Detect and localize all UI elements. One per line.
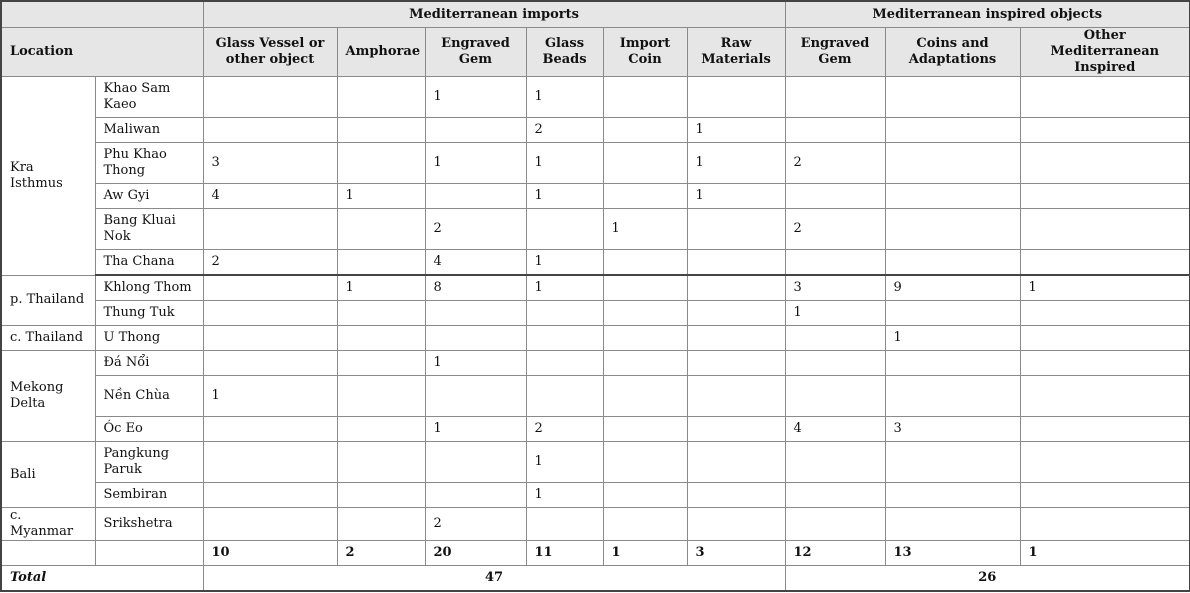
table-row [1,417,1190,442]
value-cell [687,483,785,508]
value-cell [785,77,885,118]
value-cell: 1 [526,275,603,301]
value-cell: 1 [785,301,885,326]
value-cell [785,118,885,143]
site-cell: Maliwan [95,118,203,143]
value-cell: 1 [526,483,603,508]
value-cell [337,351,425,376]
column-sums-row [1,541,1190,566]
sum-cell: 13 [885,541,1020,566]
value-cell [425,376,526,417]
value-cell [203,77,337,118]
region-cell: c. Thailand [1,326,95,351]
value-cell: 1 [425,77,526,118]
sum-cell: 20 [425,541,526,566]
value-cell [687,508,785,541]
value-cell [687,417,785,442]
value-cell [1020,376,1190,417]
total-row [1,566,1190,592]
value-cell: 1 [337,184,425,209]
value-cell [785,250,885,276]
site-cell: Sembiran [95,483,203,508]
value-cell [1020,301,1190,326]
value-cell [203,326,337,351]
value-cell [885,508,1020,541]
value-cell [687,376,785,417]
value-cell [603,351,687,376]
value-cell: 1 [425,417,526,442]
value-cell [603,376,687,417]
value-cell [1020,417,1190,442]
value-cell [603,508,687,541]
value-cell: 1 [526,442,603,483]
site-cell: Srikshetra [95,508,203,541]
value-cell [337,442,425,483]
table-row [1,301,1190,326]
value-cell [425,483,526,508]
value-cell [337,301,425,326]
site-cell: Óc Eo [95,417,203,442]
value-cell [526,376,603,417]
value-cell [203,442,337,483]
value-cell: 1 [687,184,785,209]
value-cell [203,275,337,301]
table-row [1,209,1190,250]
value-cell: 1 [526,143,603,184]
value-cell [1020,351,1190,376]
value-cell [885,209,1020,250]
value-cell [1020,184,1190,209]
table-row [1,184,1190,209]
value-cell [425,184,526,209]
column-header-amphorae: Amphorae [337,28,425,77]
site-cell: Phu Khao Thong [95,143,203,184]
value-cell [1020,483,1190,508]
region-cell: Mekong Delta [1,351,95,442]
value-cell [687,442,785,483]
value-cell [203,508,337,541]
table-row [1,118,1190,143]
column-header-location: Location [1,28,203,77]
value-cell: 4 [785,417,885,442]
table-row [1,326,1190,351]
sum-cell: 1 [1020,541,1190,566]
column-header-other-inspired: Other Mediterranean Inspired [1020,28,1190,77]
value-cell [785,376,885,417]
value-cell [885,483,1020,508]
value-cell [603,250,687,276]
value-cell [785,326,885,351]
value-cell: 2 [425,508,526,541]
value-cell [603,184,687,209]
value-cell [603,483,687,508]
value-cell [885,351,1020,376]
table-row [1,351,1190,376]
value-cell [425,326,526,351]
column-header-inspired-engraved-gem: Engraved Gem [785,28,885,77]
value-cell: 1 [425,143,526,184]
value-cell [1020,326,1190,351]
value-cell [785,483,885,508]
column-header-glass-vessel: Glass Vessel or other object [203,28,337,77]
value-cell [337,209,425,250]
value-cell [425,301,526,326]
value-cell: 1 [687,143,785,184]
column-header-coins-adaptations: Coins and Adaptations [885,28,1020,77]
value-cell [337,250,425,276]
value-cell [603,143,687,184]
value-cell [1020,118,1190,143]
group-header-inspired: Mediterranean inspired objects [785,1,1190,28]
value-cell [1020,508,1190,541]
value-cell [603,77,687,118]
value-cell [785,442,885,483]
value-cell [885,184,1020,209]
value-cell: 9 [885,275,1020,301]
value-cell [337,508,425,541]
value-cell [425,118,526,143]
column-header-raw-materials: Raw Materials [687,28,785,77]
value-cell: 1 [203,376,337,417]
site-cell: Khlong Thom [95,275,203,301]
value-cell [1020,209,1190,250]
total-label: Total [1,566,203,592]
sum-cell: 11 [526,541,603,566]
value-cell: 3 [203,143,337,184]
value-cell [203,417,337,442]
value-cell: 1 [526,184,603,209]
value-cell [337,326,425,351]
value-cell [203,118,337,143]
value-cell [687,77,785,118]
value-cell [885,250,1020,276]
value-cell: 1 [526,250,603,276]
value-cell [337,118,425,143]
site-cell: Tha Chana [95,250,203,276]
value-cell [526,209,603,250]
value-cell: 2 [526,417,603,442]
value-cell [526,326,603,351]
value-cell [603,118,687,143]
value-cell: 2 [785,209,885,250]
region-cell: Bali [1,442,95,508]
value-cell [785,508,885,541]
group-header-empty [1,1,203,28]
value-cell: 2 [425,209,526,250]
site-cell: Pangkung Paruk [95,442,203,483]
sum-cell: 12 [785,541,885,566]
value-cell [687,250,785,276]
value-cell: 1 [337,275,425,301]
site-cell: Nền Chùa [95,376,203,417]
value-cell [785,184,885,209]
sum-cell: 1 [603,541,687,566]
value-cell [1020,77,1190,118]
value-cell [687,326,785,351]
table-row [1,376,1190,417]
value-cell [526,301,603,326]
value-cell: 4 [425,250,526,276]
table-row [1,483,1190,508]
value-cell: 1 [1020,275,1190,301]
group-header-row [1,1,1190,28]
table-row [1,250,1190,276]
value-cell [687,275,785,301]
value-cell [337,376,425,417]
column-header-import-coin: Import Coin [603,28,687,77]
column-header-glass-beads: Glass Beads [526,28,603,77]
value-cell: 2 [526,118,603,143]
value-cell [1020,250,1190,276]
value-cell [337,483,425,508]
region-cell: c. Myanmar [1,508,95,541]
value-cell [1020,442,1190,483]
value-cell: 2 [203,250,337,276]
value-cell [687,351,785,376]
value-cell [203,301,337,326]
value-cell [425,442,526,483]
value-cell [603,417,687,442]
column-header-row [1,28,1190,77]
total-inspired: 26 [785,566,1190,592]
region-cell: p. Thailand [1,275,95,326]
site-cell: Đá Nổi [95,351,203,376]
value-cell: 1 [885,326,1020,351]
table-row [1,508,1190,541]
value-cell: 4 [203,184,337,209]
sum-cell: 3 [687,541,785,566]
value-cell [203,209,337,250]
value-cell [885,376,1020,417]
value-cell: 8 [425,275,526,301]
value-cell [687,209,785,250]
value-cell [203,351,337,376]
site-cell: Khao Sam Kaeo [95,77,203,118]
value-cell: 1 [603,209,687,250]
value-cell: 3 [885,417,1020,442]
table-row [1,275,1190,301]
site-cell: Thung Tuk [95,301,203,326]
value-cell [203,483,337,508]
value-cell [785,351,885,376]
total-imports: 47 [203,566,785,592]
table-row [1,77,1190,118]
value-cell: 1 [425,351,526,376]
value-cell [885,301,1020,326]
group-header-imports: Mediterranean imports [203,1,785,28]
value-cell [337,77,425,118]
region-cell: Kra Isthmus [1,77,95,276]
site-cell: Aw Gyi [95,184,203,209]
value-cell: 1 [687,118,785,143]
column-header-engraved-gem: Engraved Gem [425,28,526,77]
value-cell [603,442,687,483]
empty-cell [95,541,203,566]
value-cell [885,143,1020,184]
value-cell [1020,143,1190,184]
value-cell: 3 [785,275,885,301]
value-cell: 1 [526,77,603,118]
value-cell [337,143,425,184]
table-row [1,442,1190,483]
value-cell [337,417,425,442]
value-cell [603,275,687,301]
sum-cell: 10 [203,541,337,566]
empty-cell [1,541,95,566]
table-row [1,143,1190,184]
value-cell [603,301,687,326]
value-cell: 2 [785,143,885,184]
value-cell [885,118,1020,143]
site-cell: U Thong [95,326,203,351]
value-cell [526,351,603,376]
site-cell: Bang Kluai Nok [95,209,203,250]
sum-cell: 2 [337,541,425,566]
value-cell [526,508,603,541]
value-cell [603,326,687,351]
value-cell [885,77,1020,118]
value-cell [885,442,1020,483]
value-cell [687,301,785,326]
